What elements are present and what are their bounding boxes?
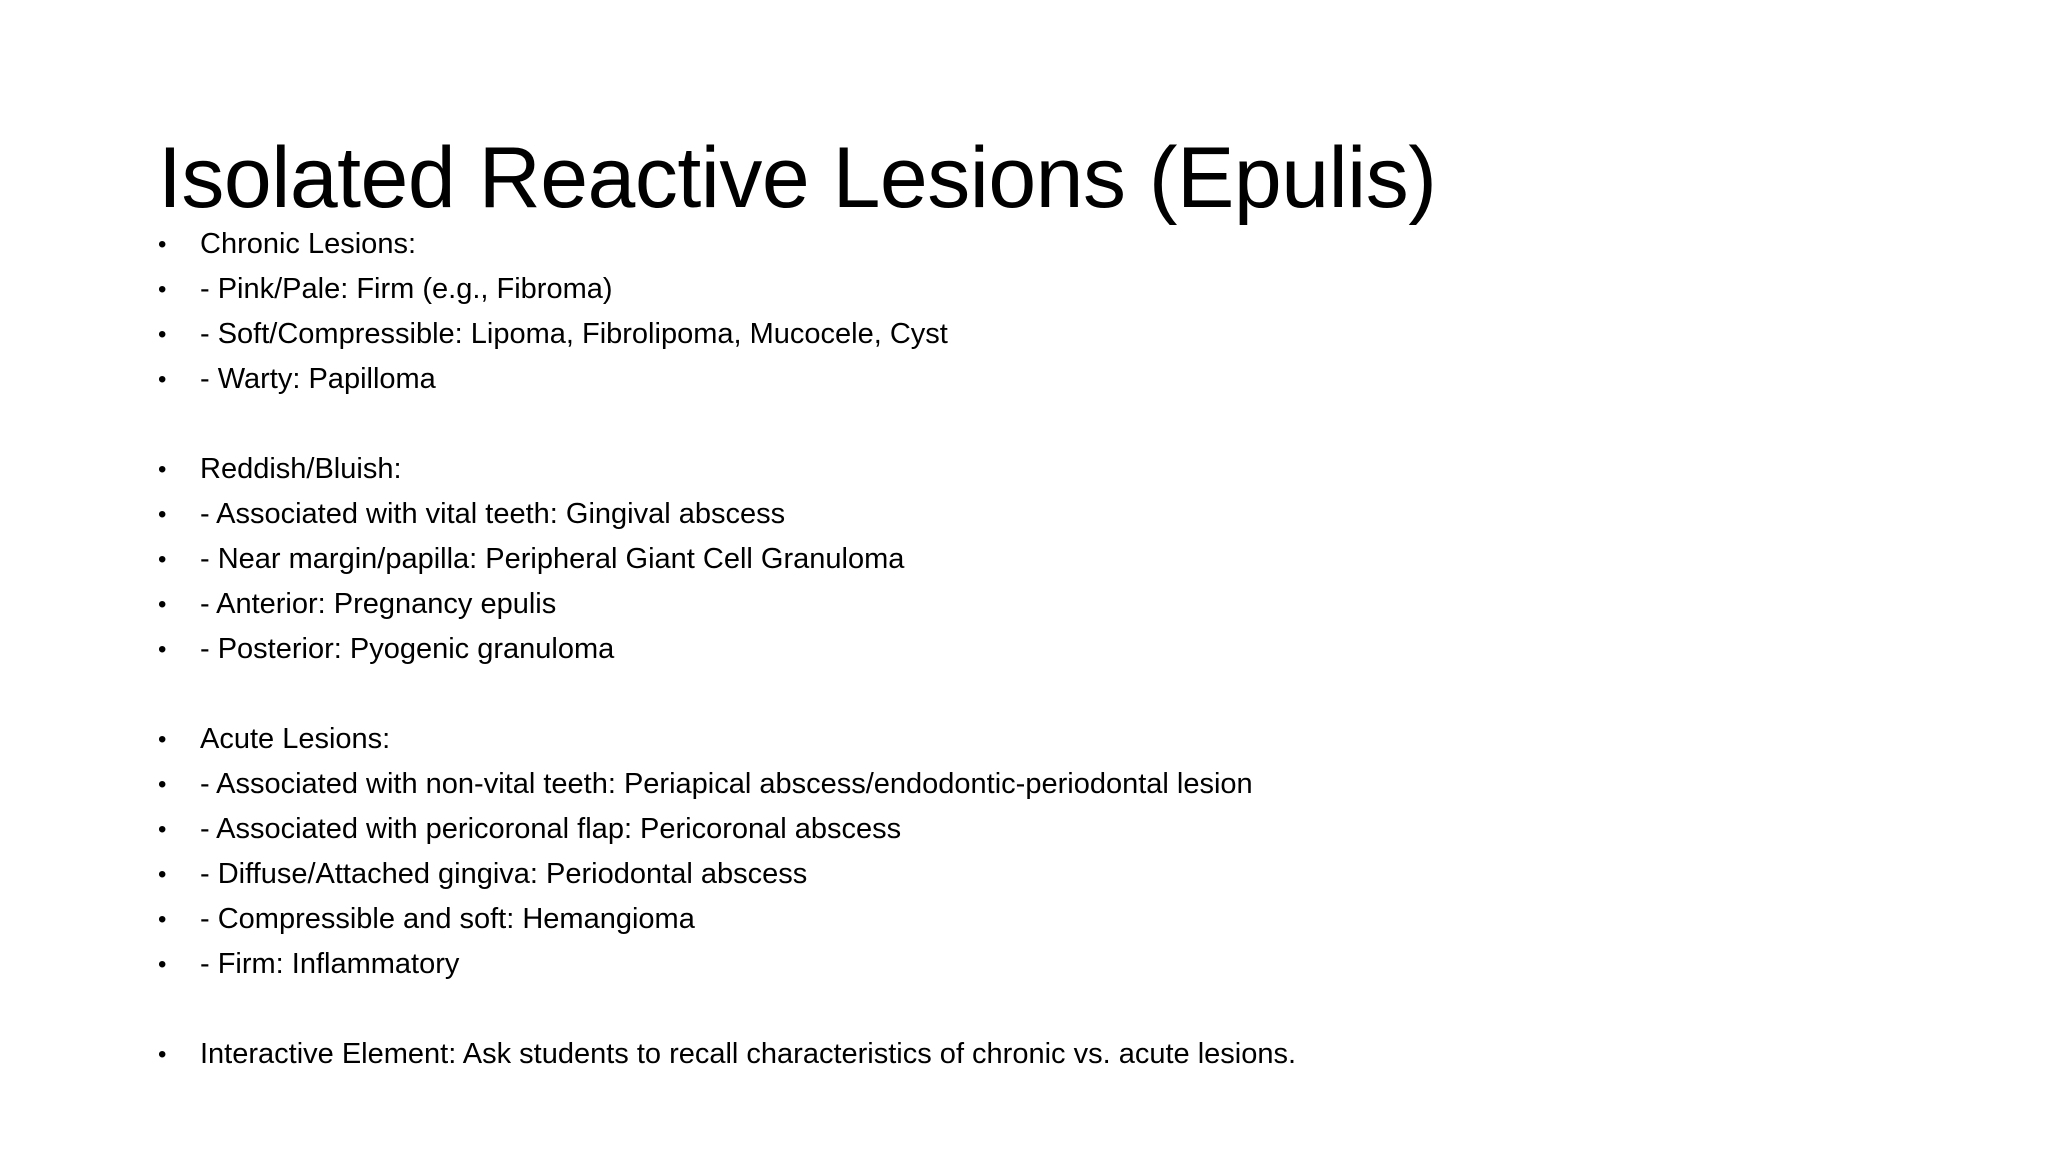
list-item-text: - Anterior: Pregnancy epulis	[200, 588, 557, 620]
list-item-text: - Soft/Compressible: Lipoma, Fibrolipoma, Mucocele, Cyst	[200, 318, 948, 350]
bullet-icon: •	[158, 816, 167, 843]
list-item-text: Reddish/Bluish:	[200, 453, 402, 485]
bullet-icon: •	[158, 276, 167, 303]
list-item-text: - Pink/Pale: Firm (e.g., Fibroma)	[200, 273, 613, 305]
bullet-icon: •	[158, 231, 167, 258]
list-item-text: - Associated with non-vital teeth: Periapical abscess/endodontic-periodontal lesion	[200, 768, 1253, 800]
bullet-icon: •	[158, 321, 167, 348]
bullet-icon: •	[158, 861, 167, 888]
bullet-icon: •	[158, 546, 167, 573]
list-item-text: - Warty: Papilloma	[200, 363, 436, 395]
bullet-icon: •	[158, 726, 167, 753]
list-item-text: - Firm: Inflammatory	[200, 948, 460, 980]
list-item-text: - Posterior: Pyogenic granuloma	[200, 633, 615, 665]
bullet-icon: •	[158, 1041, 167, 1068]
bullet-icon: •	[158, 951, 167, 978]
list-item-text: - Compressible and soft: Hemangioma	[200, 903, 695, 935]
bullet-icon: •	[158, 636, 167, 663]
bullet-icon: •	[158, 591, 167, 618]
list-item-text: - Associated with vital teeth: Gingival abscess	[200, 498, 786, 530]
bullet-icon: •	[158, 906, 167, 933]
list-item-text: - Diffuse/Attached gingiva: Periodontal abscess	[200, 858, 808, 890]
bullet-icon: •	[158, 501, 167, 528]
slide-title: Isolated Reactive Lesions (Epulis)	[158, 130, 1437, 226]
list-item-text: - Near margin/papilla: Peripheral Giant Cell Granuloma	[200, 543, 905, 575]
list-item-text: Chronic Lesions:	[200, 228, 416, 260]
list-item-text: - Associated with pericoronal flap: Pericoronal abscess	[200, 813, 902, 845]
bullet-icon: •	[158, 456, 167, 483]
bullet-icon: •	[158, 771, 167, 798]
bullet-icon: •	[158, 366, 167, 393]
list-item-text: Interactive Element: Ask students to recall characteristics of chronic vs. acute lesions.	[200, 1038, 1297, 1070]
list-item-text: Acute Lesions:	[200, 723, 391, 755]
